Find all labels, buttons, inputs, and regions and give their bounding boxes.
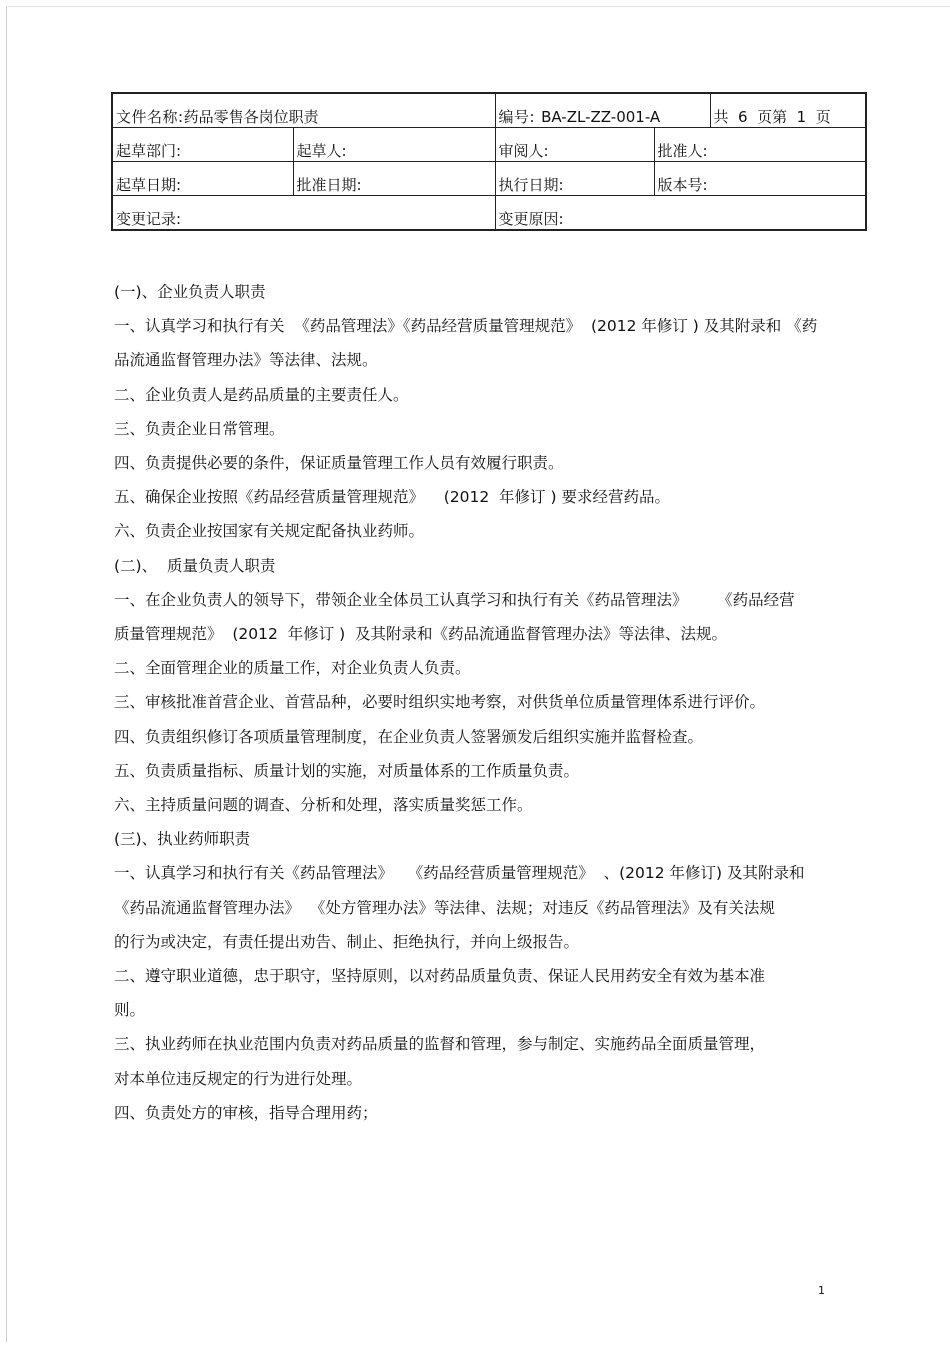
body-line: 五、确保企业按照《药品经营质量管理规范》 (2012 年修订 ) 要求经营药品。 (114, 488, 670, 507)
body-line: 三、审核批准首营企业、首营品种，必要时组织实地考察，对供货单位质量管理体系进行评价。 (114, 693, 766, 712)
approver-label: 批准人: (657, 142, 708, 160)
body-line: 一、认真学习和执行有关《药品管理法》 《药品经营质量管理规范》 、(2012 年修订) 及其附录和 (114, 864, 805, 883)
file-name-cell (112, 93, 495, 128)
number-cell (495, 93, 710, 128)
header-row-2 (112, 128, 866, 162)
body-line: 三、负责企业日常管理。 (114, 419, 285, 438)
effective-date-label: 执行日期: (498, 176, 564, 194)
body-line: 二、遵守职业道德，忠于职守，坚持原则，以对药品质量负责、保证人民用药安全有效为基本准 (114, 967, 766, 986)
approval-date-label: 批准日期: (296, 176, 362, 194)
approval-date-cell (293, 162, 495, 196)
body-line: 品流通监督管理办法》等法律、法规。 (114, 351, 378, 370)
effective-date-cell (495, 162, 654, 196)
section-heading-2: (二)、 质量负责人职责 (114, 556, 276, 575)
change-reason-cell (495, 196, 866, 231)
reviewer-cell (495, 128, 654, 162)
version-cell (654, 162, 866, 196)
section-heading-3: (三)、执业药师职责 (114, 830, 251, 849)
version-label: 版本号: (657, 176, 708, 194)
header-row-3 (112, 162, 866, 196)
body-line: 二、全面管理企业的质量工作，对企业负责人负责。 (114, 659, 471, 678)
document-body (114, 275, 944, 1130)
drafter-label: 起草人: (296, 142, 347, 160)
number-value: BA-ZL-ZZ-001-A (541, 108, 661, 126)
body-line: 的行为或决定，有责任提出劝告、制止、拒绝执行，并向上级报告。 (114, 932, 580, 951)
change-record-label: 变更记录: (116, 210, 182, 228)
body-line: 三、执业药师在执业范围内负责对药品质量的监督和管理，参与制定、实施药品全面质量管理， (114, 1035, 766, 1054)
drafting-dept-cell (112, 128, 293, 162)
body-line: 四、负责组织修订各项质量管理制度，在企业负责人签署颁发后组织实施并监督检查。 (114, 727, 704, 746)
page-count-text: 共 6 页第 1 页 (713, 108, 831, 126)
pages-cell (710, 93, 866, 128)
approver-cell (654, 128, 866, 162)
body-line: 五、负责质量指标、质量计划的实施，对质量体系的工作质量负责。 (114, 761, 580, 780)
body-line: 六、主持质量问题的调查、分析和处理，落实质量奖惩工作。 (114, 796, 533, 815)
body-line: 一、在企业负责人的领导下，带领企业全体员工认真学习和执行有关《药品管理法》 《药品经营 (114, 590, 795, 609)
body-line: 六、负责企业按国家有关规定配备执业药师。 (114, 522, 425, 541)
drafting-dept-label: 起草部门: (116, 142, 182, 160)
file-name-value: 药品零售各岗位职责 (183, 108, 319, 126)
body-line: 二、企业负责人是药品质量的主要责任人。 (114, 385, 409, 404)
body-line: 四、负责处方的审核，指导合理用药； (114, 1103, 378, 1122)
reviewer-label: 审阅人: (498, 142, 549, 160)
page-number: 1 (818, 1284, 825, 1297)
body-line: 《药品流通监督管理办法》 《处方管理办法》等法律、法规；对违反《药品管理法》及有关法规 (114, 898, 775, 917)
document-header-table (111, 92, 867, 231)
section-heading-1: (一)、企业负责人职责 (114, 283, 266, 301)
number-label: 编号: (498, 108, 536, 126)
draft-date-cell (112, 162, 293, 196)
header-row-4 (112, 196, 866, 231)
change-record-cell (112, 196, 495, 231)
header-row-1 (112, 93, 866, 128)
change-reason-label: 变更原因: (498, 210, 564, 228)
body-line: 四、负责提供必要的条件，保证质量管理工作人员有效履行职责。 (114, 454, 564, 473)
file-name-label: 文件名称: (116, 108, 184, 126)
draft-date-label: 起草日期: (116, 176, 182, 194)
body-line: 质量管理规范》 (2012 年修订 ) 及其附录和《药品流通监督管理办法》等法律、法规。 (114, 625, 728, 644)
body-line: 对本单位违反规定的行为进行处理。 (114, 1069, 363, 1088)
body-line: 一、认真学习和执行有关 《药品管理法》《药品经营质量管理规范》 (2012 年修订 ) 及其附录和 《药 (114, 317, 818, 336)
drafter-cell (293, 128, 495, 162)
body-line: 则。 (114, 1001, 146, 1020)
